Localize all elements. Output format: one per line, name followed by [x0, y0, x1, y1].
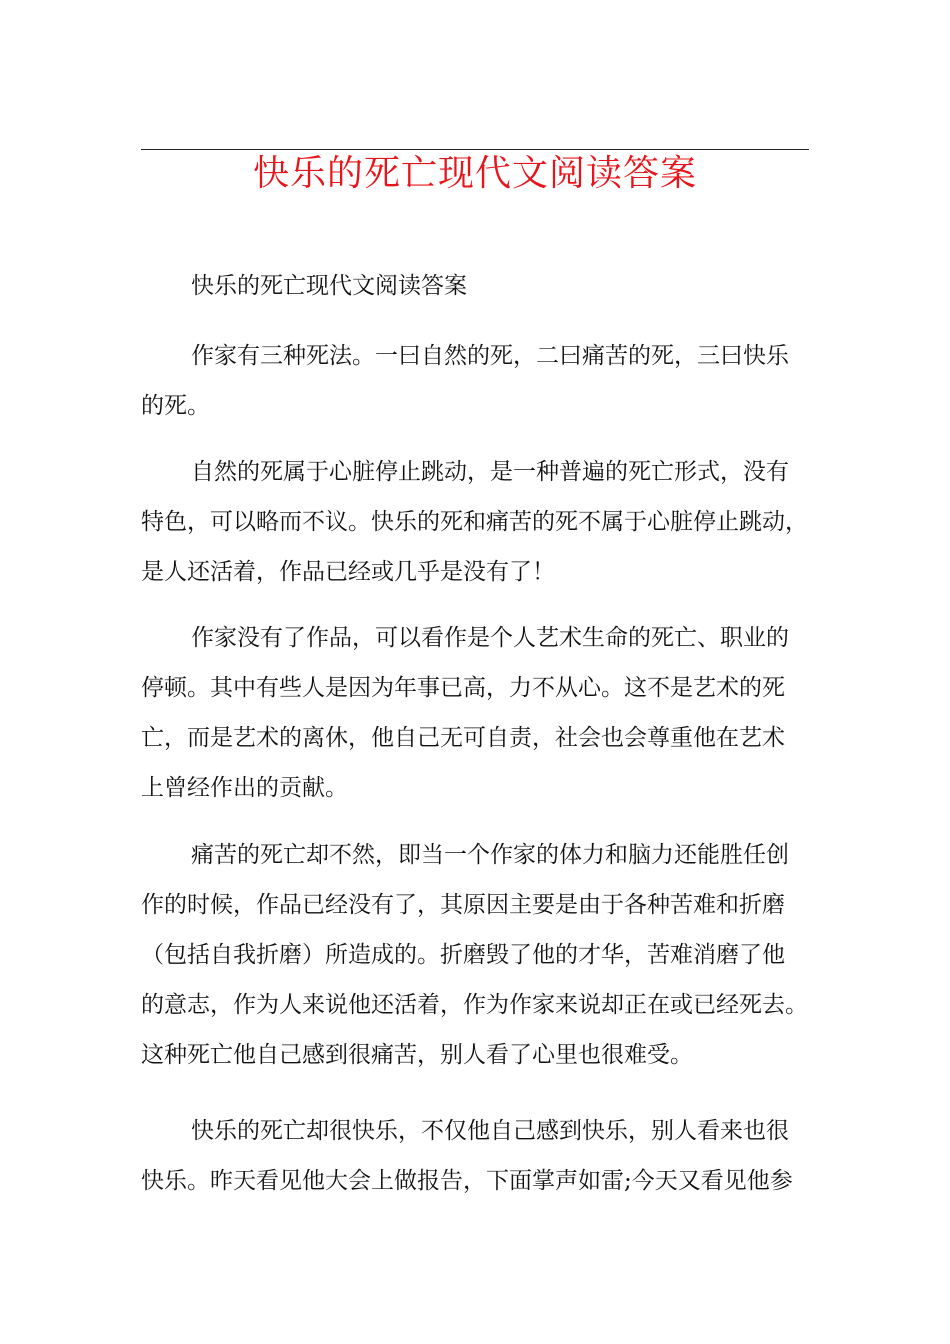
- paragraph-line: 停顿。其中有些人是因为年事已高，力不从心。这不是艺术的死: [141, 675, 785, 701]
- paragraph-line: 上曾经作出的贡献。: [141, 775, 348, 801]
- paragraph-1: [141, 331, 821, 431]
- document-subtitle: 快乐的死亡现代文阅读答案: [191, 273, 467, 299]
- paragraph-line: 自然的死属于心脏停止跳动，是一种普遍的死亡形式，没有: [191, 459, 789, 485]
- paragraph-line: 这种死亡他自己感到很痛苦，别人看了心里也很难受。: [141, 1042, 693, 1068]
- paragraph-5: [141, 1106, 821, 1206]
- paragraph-line: 作家没有了作品，可以看作是个人艺术生命的死亡、职业的: [191, 625, 789, 651]
- paragraph-line: 是人还活着，作品已经或几乎是没有了！: [141, 559, 555, 585]
- paragraph-line: 快乐的死亡却很快乐，不仅他自己感到快乐，别人看来也很: [191, 1118, 789, 1144]
- paragraph-line: 的意志，作为人来说他还活着，作为作家来说却正在或已经死去。: [141, 992, 808, 1018]
- paragraph-line: 作家有三种死法。一曰自然的死，二曰痛苦的死，三曰快乐: [191, 343, 789, 369]
- paragraph-line: 亡，而是艺术的离休，他自己无可自责，社会也会尊重他在艺术: [141, 725, 785, 751]
- paragraph-line: （包括自我折磨）所造成的。折磨毁了他的才华，苦难消磨了他: [141, 942, 785, 968]
- paragraph-4: [141, 830, 821, 1080]
- paragraph-line: 特色，可以略而不议。快乐的死和痛苦的死不属于心脏停止跳动，: [141, 509, 808, 535]
- document-title: 快乐的死亡现代文阅读答案: [252, 153, 697, 194]
- paragraph-3: [141, 613, 821, 813]
- paragraph-line: 痛苦的死亡却不然，即当一个作家的体力和脑力还能胜任创: [191, 842, 789, 868]
- paragraph-line: 的死。: [141, 393, 210, 419]
- paragraph-line: 快乐。昨天看见他大会上做报告，下面掌声如雷;今天又看见他参: [141, 1168, 793, 1194]
- paragraph-2: [141, 447, 821, 597]
- paragraph-line: 作的时候，作品已经没有了，其原因主要是由于各种苦难和折磨: [141, 892, 785, 918]
